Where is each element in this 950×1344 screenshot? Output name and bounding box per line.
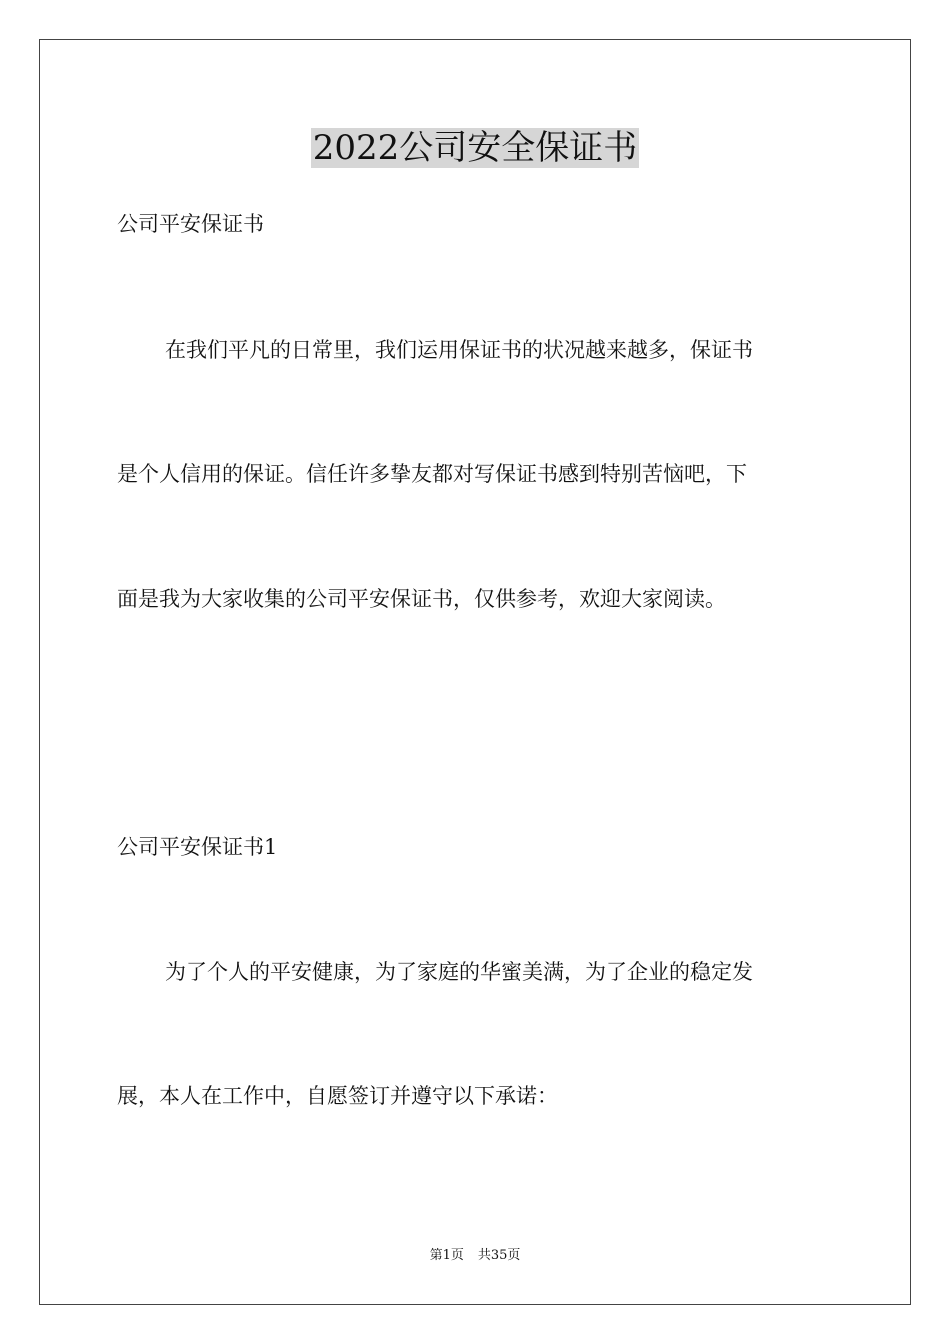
- page-total: 共35页: [477, 1248, 521, 1263]
- section-line-2: 展，本人在工作中，自愿签订并遵守以下承诺：: [117, 1084, 558, 1108]
- page-number: 第1页: [429, 1248, 464, 1263]
- section-heading: 公司平安保证书1: [117, 835, 278, 859]
- section-line-1: 为了个人的平安健康，为了家庭的华蜜美满，为了企业的稳定发: [165, 960, 753, 984]
- page-footer: [0, 1248, 950, 1264]
- intro-line-3: 面是我为大家收集的公司平安保证书，仅供参考，欢迎大家阅读。: [117, 587, 726, 611]
- intro-line-1: 在我们平凡的日常里，我们运用保证书的状况越来越多，保证书: [165, 338, 753, 362]
- document-title: 2022公司安全保证书: [312, 128, 638, 168]
- intro-line-2: 是个人信用的保证。信任许多挚友都对写保证书感到特别苦恼吧，下: [117, 462, 747, 486]
- title-container: [0, 128, 950, 168]
- subtitle: 公司平安保证书: [117, 212, 264, 236]
